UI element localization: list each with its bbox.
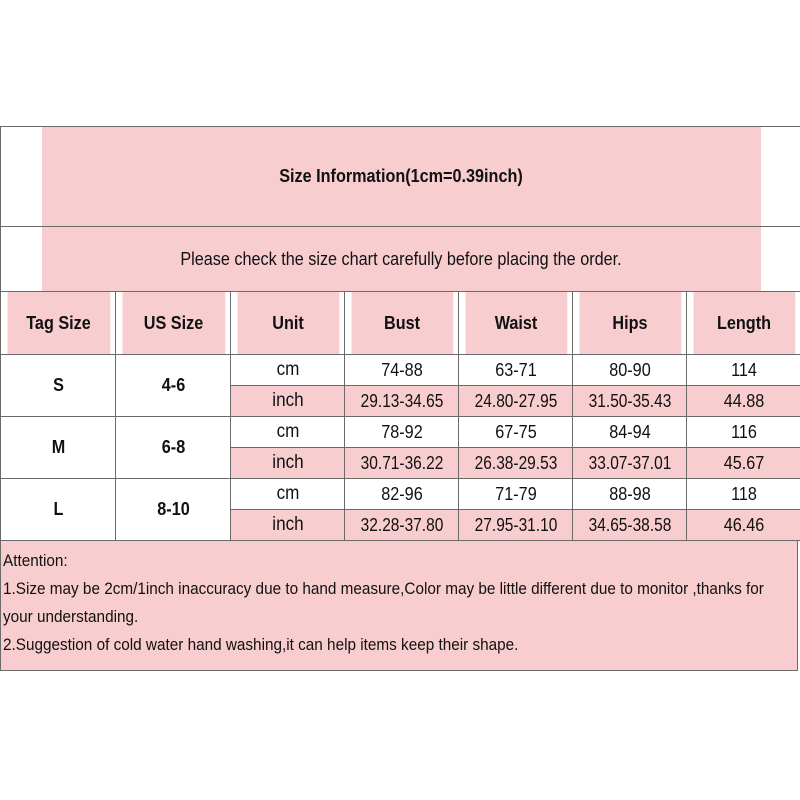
bust-cell: 74-88 (350, 355, 453, 386)
waist-cell: 63-71 (464, 355, 567, 386)
attention-note (0, 541, 798, 671)
header-bust: Bust (350, 292, 453, 355)
header-us-size: US Size (121, 292, 225, 355)
header-row (1, 292, 800, 355)
attention-line-1-cont: your understanding. (3, 607, 139, 626)
unit-cell: cm (236, 355, 339, 386)
waist-cell: 24.80-27.95 (466, 386, 564, 417)
header-hips: Hips (578, 292, 681, 355)
chart-title: Size Information(1cm=0.39inch) (41, 127, 761, 227)
unit-cell: cm (236, 479, 339, 510)
tag-size-cell: M (6, 417, 110, 479)
bust-cell: 29.13-34.65 (352, 386, 450, 417)
us-size-cell: 6-8 (121, 417, 225, 479)
bust-cell: 78-92 (350, 417, 453, 448)
hips-cell: 31.50-35.43 (580, 386, 678, 417)
unit-cell: inch (236, 510, 339, 541)
header-waist: Waist (464, 292, 567, 355)
tag-size-cell: S (6, 355, 110, 417)
table-row (1, 355, 800, 386)
table-row (1, 386, 800, 417)
length-cell: 44.88 (692, 386, 795, 417)
us-size-cell: 4-6 (121, 355, 225, 417)
attention-line-2: 2.Suggestion of cold water hand washing,it can help items keep their shape. (3, 635, 519, 654)
length-cell: 45.67 (692, 448, 795, 479)
attention-heading: Attention: (3, 551, 68, 570)
table-row (1, 448, 800, 479)
length-cell: 46.46 (692, 510, 795, 541)
waist-cell: 26.38-29.53 (466, 448, 564, 479)
hips-cell: 80-90 (578, 355, 681, 386)
chart-subtitle: Please check the size chart carefully before placing the order. (41, 227, 761, 292)
header-tag-size: Tag Size (6, 292, 110, 355)
hips-cell: 33.07-37.01 (580, 448, 678, 479)
table-row (1, 417, 800, 448)
header-length: Length (692, 292, 795, 355)
header-unit: Unit (236, 292, 339, 355)
table-row (1, 510, 800, 541)
hips-cell: 84-94 (578, 417, 681, 448)
bust-cell: 82-96 (350, 479, 453, 510)
bust-cell: 32.28-37.80 (352, 510, 450, 541)
tag-size-cell: L (6, 479, 110, 541)
waist-cell: 67-75 (464, 417, 567, 448)
table-row (1, 479, 800, 510)
size-chart (0, 126, 800, 671)
length-cell: 118 (692, 479, 795, 510)
waist-cell: 71-79 (464, 479, 567, 510)
attention-line-1: 1.Size may be 2cm/1inch inaccuracy due to hand measure,Color may be little different due to monitor ,thanks for (3, 579, 764, 598)
length-cell: 116 (692, 417, 795, 448)
hips-cell: 34.65-38.58 (580, 510, 678, 541)
us-size-cell: 8-10 (121, 479, 225, 541)
length-cell: 114 (692, 355, 795, 386)
waist-cell: 27.95-31.10 (466, 510, 564, 541)
unit-cell: inch (236, 386, 339, 417)
unit-cell: cm (236, 417, 339, 448)
hips-cell: 88-98 (578, 479, 681, 510)
unit-cell: inch (236, 448, 339, 479)
size-table (0, 126, 800, 541)
bust-cell: 30.71-36.22 (352, 448, 450, 479)
